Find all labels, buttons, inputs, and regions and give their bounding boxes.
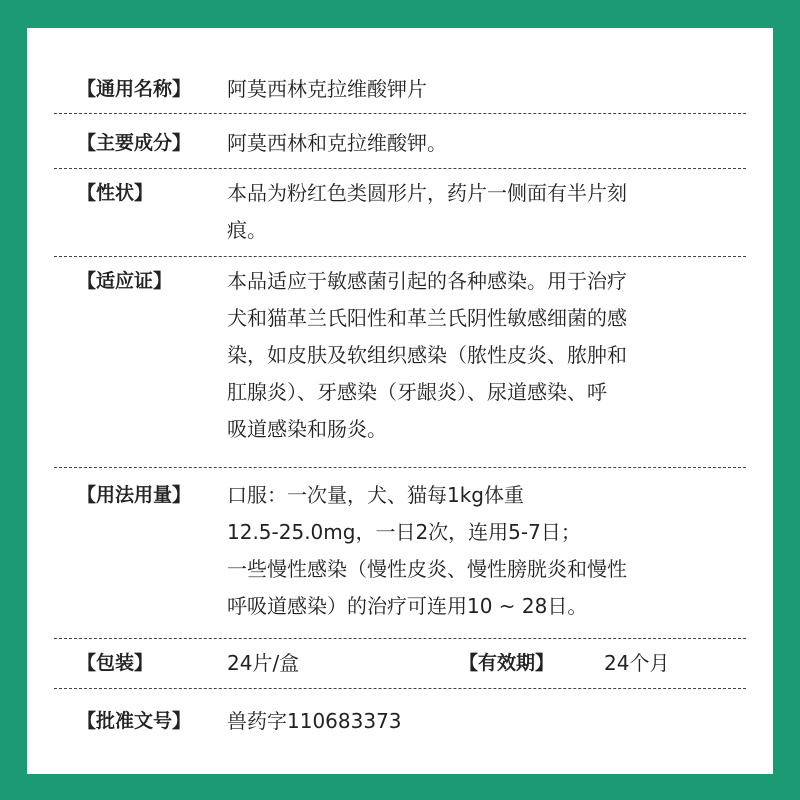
- dosage-line: 口服：一次量，犬、猫每1kg体重: [227, 483, 525, 507]
- generic-name-value: 阿莫西林克拉维酸钾片: [227, 77, 427, 101]
- info-card: [27, 28, 773, 774]
- appearance-line: 痕。: [227, 218, 267, 242]
- dosage-label: 【用法用量】: [77, 484, 192, 506]
- expiry-label: 【有效期】: [459, 652, 555, 674]
- appearance-value: [227, 175, 732, 249]
- divider: [54, 467, 746, 468]
- ingredients-label: 【主要成分】: [77, 132, 192, 154]
- divider: [54, 256, 746, 257]
- dosage-line: 呼吸道感染）的治疗可连用10 ~ 28日。: [227, 594, 588, 618]
- indications-value: [227, 263, 732, 448]
- package-value: 24片/盒: [227, 651, 300, 675]
- package-label: 【包装】: [77, 652, 154, 674]
- approval-label: 【批准文号】: [77, 710, 192, 732]
- divider: [54, 638, 746, 639]
- appearance-label: 【性状】: [77, 182, 154, 204]
- dosage-value: [227, 477, 732, 625]
- ingredients-value: 阿莫西林和克拉维酸钾。: [227, 131, 447, 155]
- indications-label: 【适应证】: [77, 270, 173, 292]
- dosage-line: 12.5-25.0mg，一日2次，连用5-7日；: [227, 520, 581, 544]
- indications-line: 犬和猫革兰氏阳性和革兰氏阴性敏感细菌的感: [227, 306, 627, 330]
- indications-line: 吸道感染和肠炎。: [227, 417, 387, 441]
- approval-value: 兽药字110683373: [227, 709, 402, 733]
- generic-name-label: 【通用名称】: [77, 78, 192, 100]
- indications-line: 染，如皮肤及软组织感染（脓性皮炎、脓肿和: [227, 343, 627, 367]
- divider: [54, 113, 746, 114]
- divider: [54, 688, 746, 689]
- appearance-line: 本品为粉红色类圆形片，药片一侧面有半片刻: [227, 181, 627, 205]
- dosage-line: 一些慢性感染（慢性皮炎、慢性膀胱炎和慢性: [227, 557, 627, 581]
- expiry-value: 24个月: [604, 651, 670, 675]
- indications-line: 本品适应于敏感菌引起的各种感染。用于治疗: [227, 269, 627, 293]
- indications-line: 肛腺炎）、牙感染（牙龈炎）、尿道感染、呼: [227, 380, 607, 404]
- divider: [54, 168, 746, 169]
